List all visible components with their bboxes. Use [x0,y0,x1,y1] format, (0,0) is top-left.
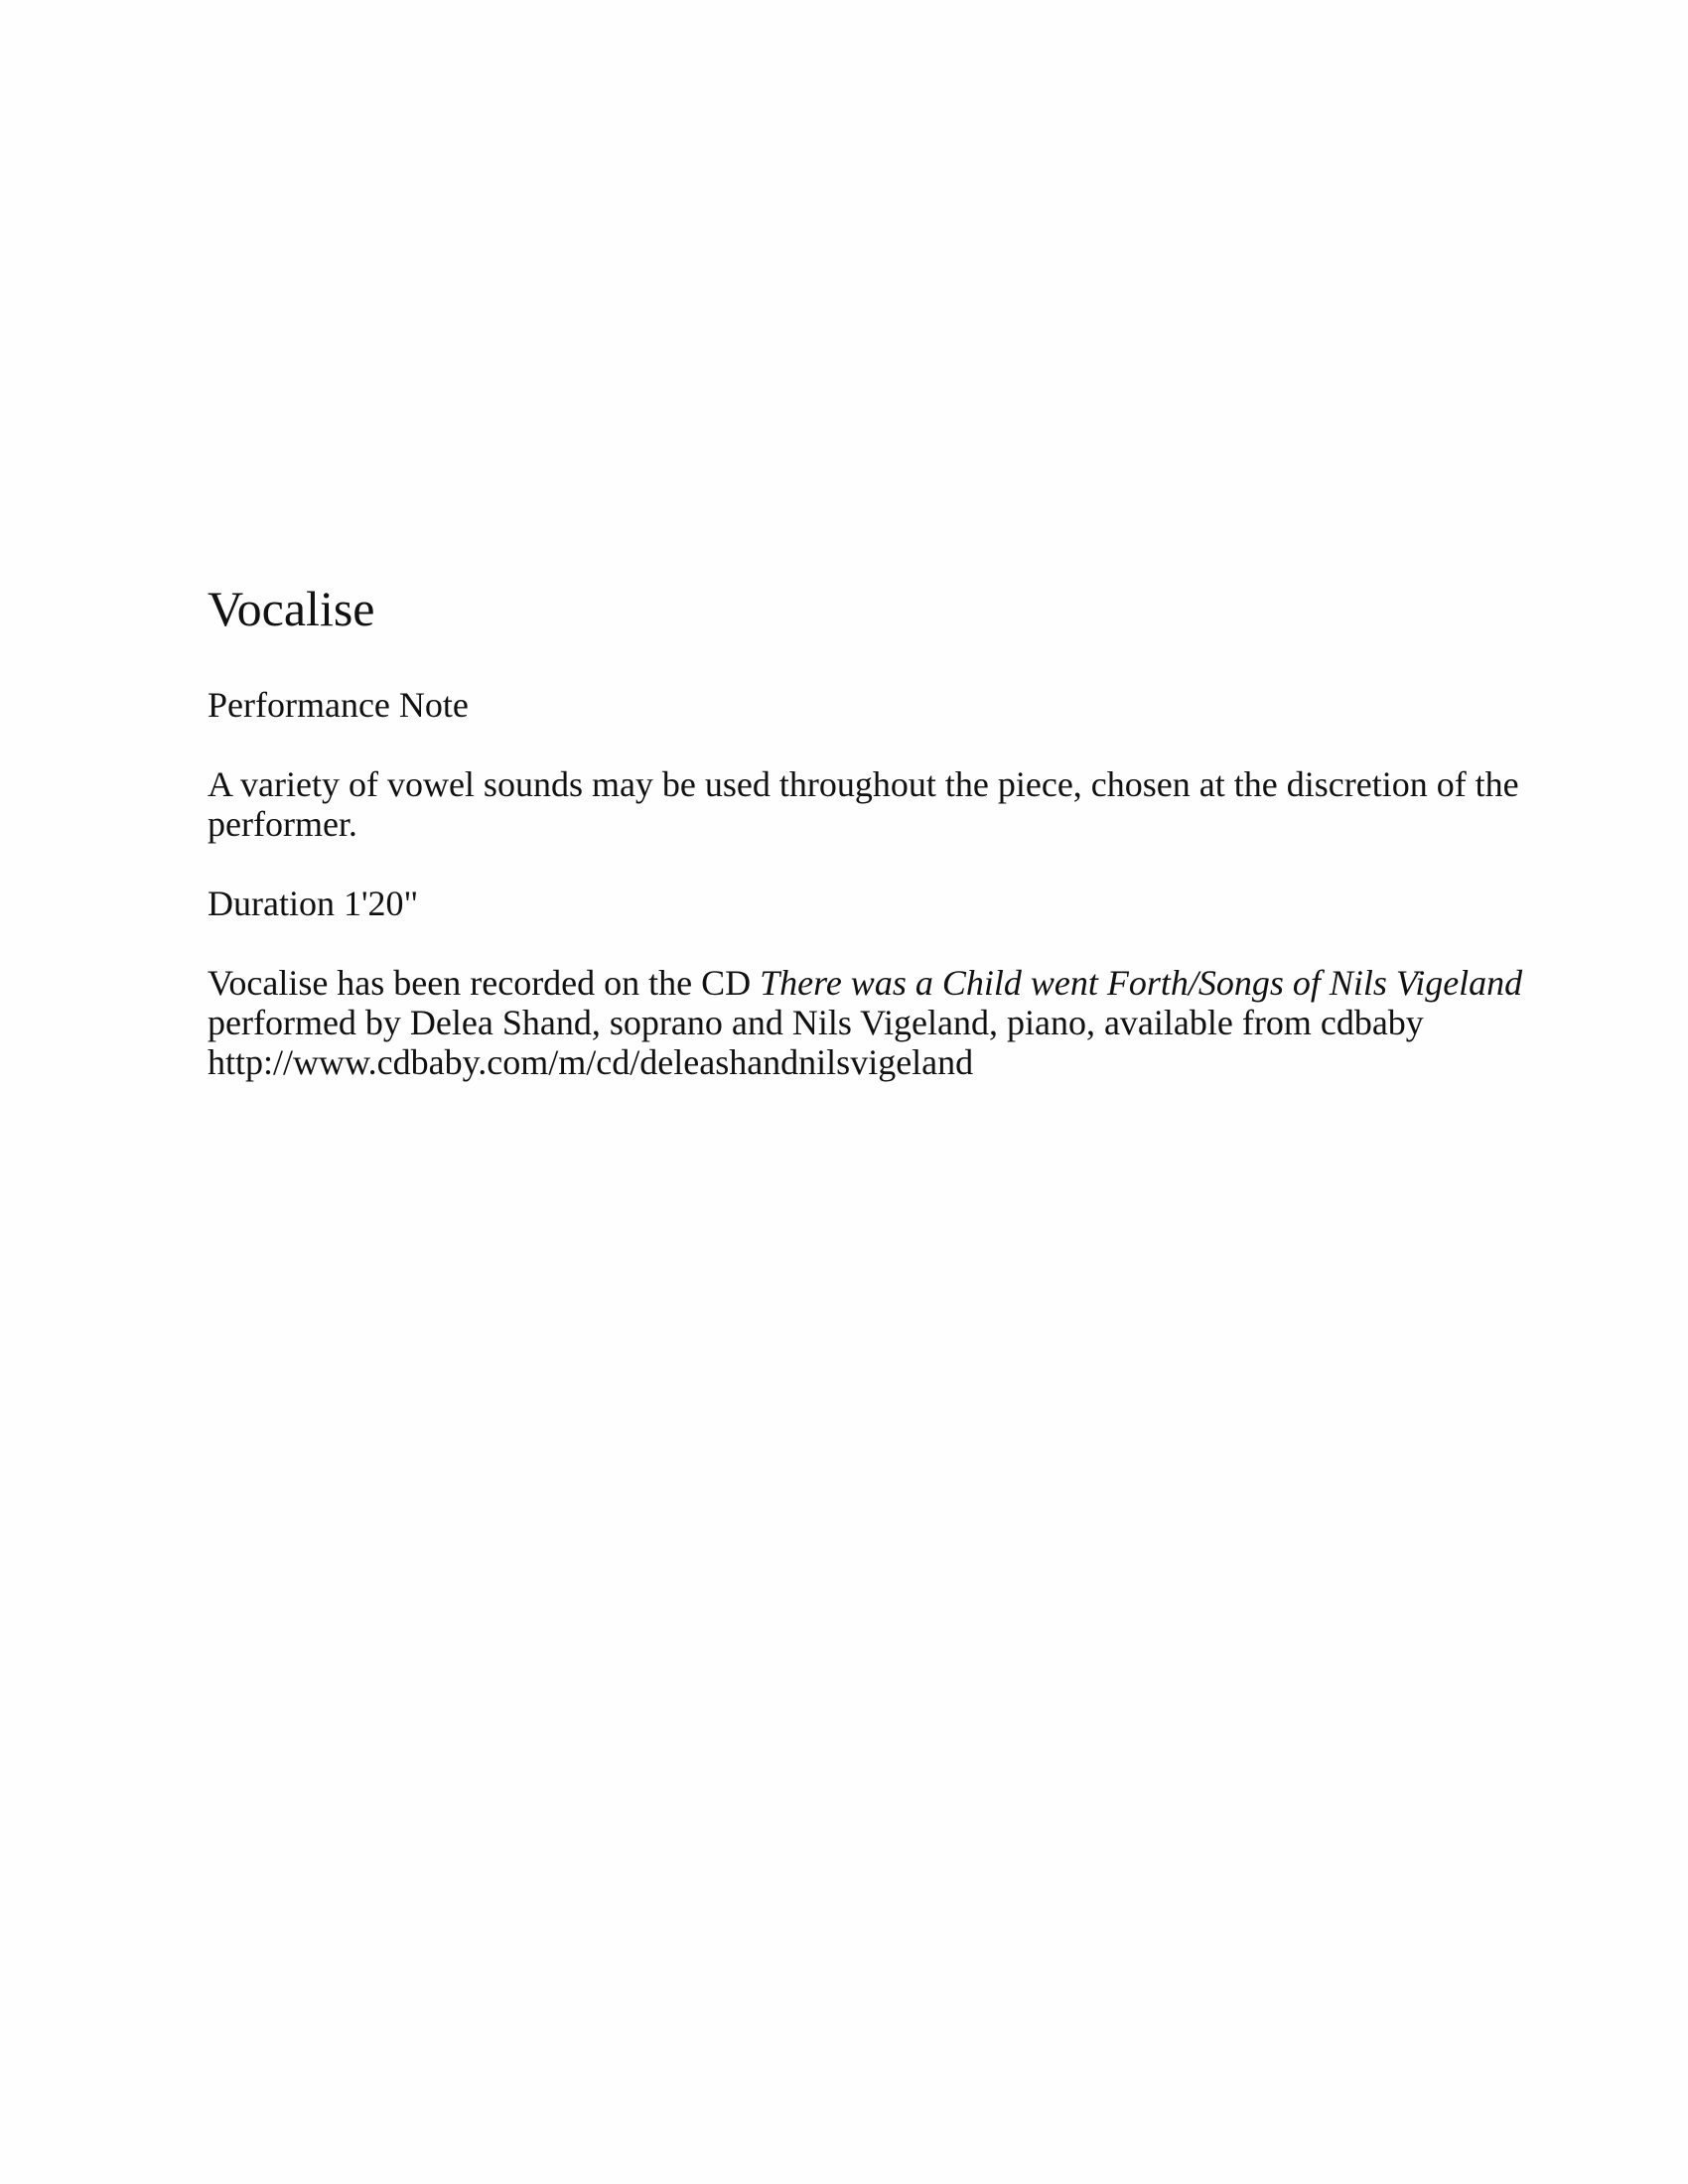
recording-note [208,963,1523,1082]
performance-note [208,764,1519,844]
recording-lead-text: Vocalise has been recorded on the CD [208,963,761,1003]
recording-line-2: performed by Delea Shand, soprano and Nils Vigeland, piano, available from cdbaby [208,1003,1424,1042]
recording-url[interactable]: http://www.cdbaby.com/m/cd/deleashandnilsvigeland [208,1042,974,1082]
recording-line-1 [208,963,1523,1003]
duration-text: Duration 1'20" [208,884,419,923]
document-title: Vocalise [208,581,375,636]
performance-note-line-1: A variety of vowel sounds may be used throughout the piece, chosen at the discretion of the [208,764,1519,804]
performance-note-line-2: performer. [208,804,357,844]
document-content [208,581,1523,1122]
section-heading: Performance Note [208,685,469,725]
cd-title: There was a Child went Forth/Songs of Nils Vigeland [760,963,1523,1003]
